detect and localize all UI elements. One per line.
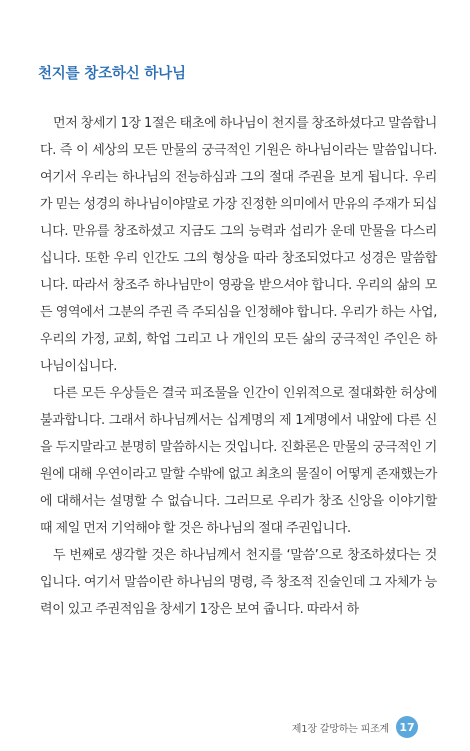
page-number-badge: 17 — [396, 716, 418, 738]
section-heading: 천지를 창조하신 하나님 — [38, 66, 186, 82]
running-footer-chapter: 제1장 갈망하는 피조계 — [291, 723, 389, 735]
paragraph-3: 두 번째로 생각할 것은 하나님께서 천지를 ‘말씀’으로 창조하셨다는 것입니다. 여기서 말씀이란 하나님의 명령, 즉 창조적 진술인데 그 자체가 능력이 있고 주권적임을 창세기 1장은 보여 줍니다. 따라서 하 — [40, 548, 437, 617]
paragraph-2: 다른 모든 우상들은 결국 피조물을 인간이 인위적으로 절대화한 허상에 불과합니다. 그래서 하나님께서는 십계명의 제 1계명에서 내앞에 다른 신을 두지말라고 분명히 말씀하시는 것입니다. 진화론은 만물의 궁극적인 기원에 대해 우연이라고 말할 수밖에 없고 최초의 물질이 어떻게 존재했는가에 대해서는 설명할 수 없습니다. 그러므로 우리가 창조 신앙을 이야기할 때 제일 먼저 기억해야 할 것은 하나님의 절대 주권입니다. — [40, 386, 437, 536]
body-text — [40, 110, 437, 623]
page-footer — [292, 716, 418, 738]
paragraph-1: 먼저 창세기 1장 1절은 태초에 하나님이 천지를 창조하셨다고 말씀합니다. 즉 이 세상의 모든 만물의 궁극적인 기원은 하나님이라는 말씀입니다. 여기서 우리는 하나님의 전능하심과 그의 절대 주권을 보게 됩니다. 우리가 믿는 성경의 하나님이야말로 가장 진정한 의미에서 만유의 주재가 되십니다. 만유를 창조하셨고 지금도 그의 능력과 섭리가 운데 만물을 다스리십니다. 또한 우리 인간도 그의 형상을 따라 창조되었다고 성경은 말씀합니다. 따라서 창조주 하나님만이 영광을 받으셔야 합니다. 우리의 삶의 모든 영역에서 그분의 주권 즉 주되심을 인정해야 합니다. 우리가 하는 사업, 우리의 가정, 교회, 학업 그리고 나 개인의 모든 삶의 궁극적인 주인은 하나님이십니다. — [40, 116, 437, 374]
